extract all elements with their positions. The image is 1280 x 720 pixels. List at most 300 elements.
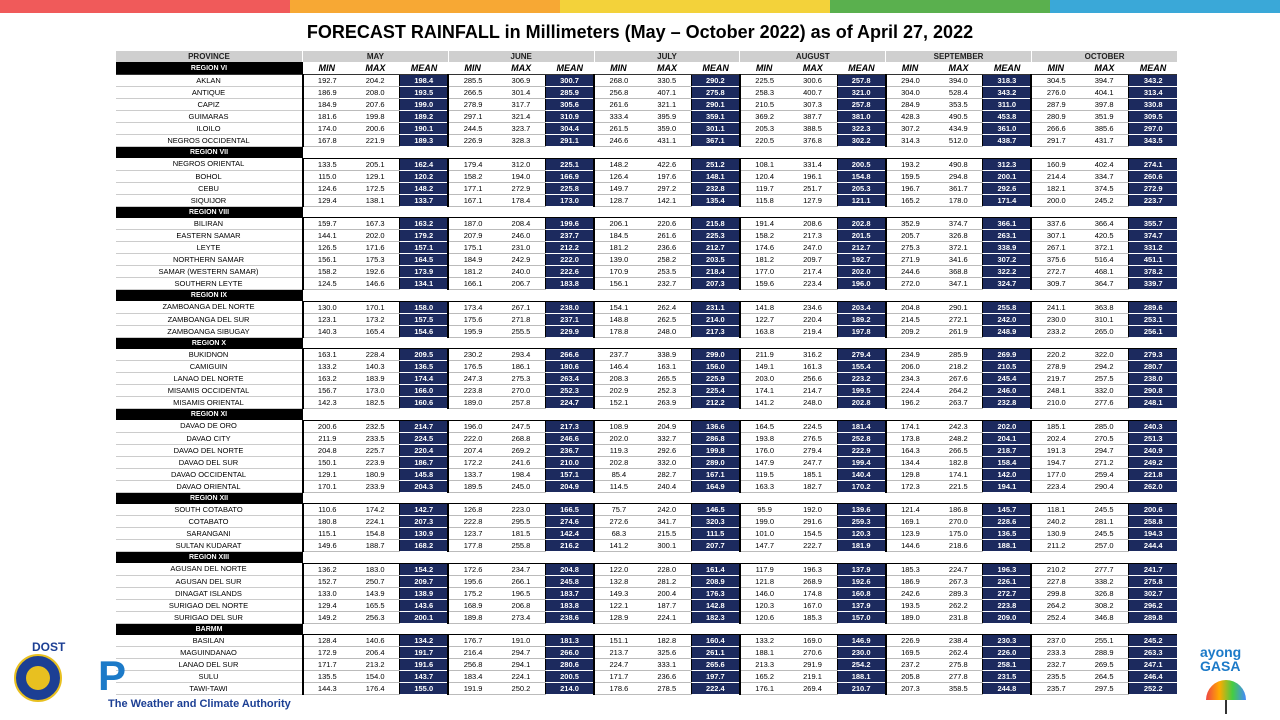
max-value: 217.3 bbox=[788, 230, 837, 242]
mean-value: 210.7 bbox=[837, 683, 886, 695]
min-value: 230.2 bbox=[448, 349, 497, 361]
month-header: SEPTEMBER bbox=[886, 51, 1032, 62]
min-value: 165.2 bbox=[886, 194, 935, 206]
min-value: 195.9 bbox=[448, 325, 497, 337]
min-value: 183.4 bbox=[448, 671, 497, 683]
table-row bbox=[116, 599, 1178, 611]
min-value: 172.3 bbox=[886, 480, 935, 492]
min-value: 165.2 bbox=[740, 671, 789, 683]
table-row bbox=[116, 87, 1178, 99]
max-value: 214.7 bbox=[788, 385, 837, 397]
mean-value: 257.8 bbox=[837, 75, 886, 87]
month-header: AUGUST bbox=[740, 51, 886, 62]
region-label: REGION XIII bbox=[116, 552, 303, 564]
max-value: 169.0 bbox=[788, 635, 837, 647]
mean-value: 324.7 bbox=[983, 278, 1032, 290]
province-name: DAVAO ORIENTAL bbox=[116, 480, 303, 492]
min-value: 428.3 bbox=[886, 111, 935, 123]
min-value: 237.7 bbox=[594, 349, 643, 361]
mean-value: 310.9 bbox=[545, 111, 594, 123]
mean-value: 240.9 bbox=[1129, 444, 1178, 456]
max-value: 199.8 bbox=[351, 111, 400, 123]
mean-value: 134.1 bbox=[400, 278, 449, 290]
mean-value: 145.7 bbox=[983, 504, 1032, 516]
mean-value: 225.1 bbox=[545, 158, 594, 170]
min-value: 121.8 bbox=[740, 575, 789, 587]
mean-value: 297.0 bbox=[1129, 123, 1178, 135]
mean-value: 330.8 bbox=[1129, 99, 1178, 111]
min-value: 180.8 bbox=[303, 516, 352, 528]
mean-value: 453.8 bbox=[983, 111, 1032, 123]
min-value: 158.2 bbox=[448, 170, 497, 182]
mean-value: 214.7 bbox=[400, 420, 449, 432]
max-value: 188.7 bbox=[351, 540, 400, 552]
stat-header: MEAN bbox=[545, 62, 594, 75]
min-value: 219.7 bbox=[1031, 373, 1080, 385]
min-value: 304.5 bbox=[1031, 75, 1080, 87]
min-value: 114.5 bbox=[594, 480, 643, 492]
mean-value: 207.3 bbox=[691, 278, 740, 290]
province-name: CAMIGUIN bbox=[116, 361, 303, 373]
max-value: 321.4 bbox=[497, 111, 546, 123]
table-row bbox=[116, 516, 1178, 528]
mean-value: 200.1 bbox=[983, 170, 1032, 182]
region-row bbox=[116, 623, 1178, 635]
min-value: 174.0 bbox=[303, 123, 352, 135]
max-value: 257.8 bbox=[497, 397, 546, 409]
min-value: 182.1 bbox=[1031, 182, 1080, 194]
min-value: 307.1 bbox=[1031, 230, 1080, 242]
max-value: 143.9 bbox=[351, 587, 400, 599]
max-value: 251.7 bbox=[788, 182, 837, 194]
table-row bbox=[116, 540, 1178, 552]
stat-header: MEAN bbox=[837, 62, 886, 75]
right-logo-line2: GASA bbox=[1200, 658, 1241, 674]
province-name: AKLAN bbox=[116, 75, 303, 87]
table-row bbox=[116, 397, 1178, 409]
mean-value: 157.0 bbox=[837, 611, 886, 623]
max-value: 328.3 bbox=[497, 135, 546, 147]
max-value: 528.4 bbox=[934, 87, 983, 99]
max-value: 376.8 bbox=[788, 135, 837, 147]
province-name: CEBU bbox=[116, 182, 303, 194]
min-value: 202.0 bbox=[594, 432, 643, 444]
min-value: 192.7 bbox=[303, 75, 352, 87]
mean-value: 218.7 bbox=[983, 444, 1032, 456]
table-row bbox=[116, 456, 1178, 468]
min-value: 144.6 bbox=[886, 540, 935, 552]
province-name: DINAGAT ISLANDS bbox=[116, 587, 303, 599]
max-value: 334.7 bbox=[1080, 170, 1129, 182]
max-value: 220.6 bbox=[643, 218, 692, 230]
min-value: 177.0 bbox=[1031, 468, 1080, 480]
max-value: 183.9 bbox=[351, 373, 400, 385]
max-value: 192.0 bbox=[788, 504, 837, 516]
min-value: 149.7 bbox=[594, 182, 643, 194]
province-name: SURIGAO DEL NORTE bbox=[116, 599, 303, 611]
max-value: 261.6 bbox=[643, 230, 692, 242]
table-row bbox=[116, 528, 1178, 540]
table-row bbox=[116, 194, 1178, 206]
table-body bbox=[116, 62, 1178, 695]
min-value: 133.2 bbox=[303, 361, 352, 373]
max-value: 290.1 bbox=[934, 301, 983, 313]
max-value: 330.5 bbox=[643, 75, 692, 87]
mean-value: 130.9 bbox=[400, 528, 449, 540]
min-value: 160.9 bbox=[1031, 158, 1080, 170]
max-value: 200.4 bbox=[643, 587, 692, 599]
mean-value: 190.1 bbox=[400, 123, 449, 135]
max-value: 300.6 bbox=[788, 75, 837, 87]
min-value: 206.0 bbox=[886, 361, 935, 373]
mean-value: 322.2 bbox=[983, 266, 1032, 278]
mean-value: 258.8 bbox=[1129, 516, 1178, 528]
mean-value: 279.4 bbox=[837, 349, 886, 361]
mean-value: 301.1 bbox=[691, 123, 740, 135]
max-value: 394.0 bbox=[934, 75, 983, 87]
max-value: 140.3 bbox=[351, 361, 400, 373]
stat-header: MIN bbox=[886, 62, 935, 75]
mean-value: 255.8 bbox=[983, 301, 1032, 313]
max-value: 297.5 bbox=[1080, 683, 1129, 695]
region-row bbox=[116, 206, 1178, 218]
min-value: 241.1 bbox=[1031, 301, 1080, 313]
mean-value: 212.7 bbox=[691, 242, 740, 254]
max-value: 180.9 bbox=[351, 468, 400, 480]
mean-value: 237.1 bbox=[545, 313, 594, 325]
mean-value: 155.4 bbox=[837, 361, 886, 373]
table-row bbox=[116, 659, 1178, 671]
max-value: 200.6 bbox=[351, 123, 400, 135]
min-value: 196.0 bbox=[448, 420, 497, 432]
stat-header: MIN bbox=[1031, 62, 1080, 75]
color-bar-blue bbox=[1050, 0, 1280, 13]
max-value: 275.3 bbox=[497, 373, 546, 385]
province-name: MISAMIS ORIENTAL bbox=[116, 397, 303, 409]
min-value: 129.4 bbox=[303, 599, 352, 611]
mean-value: 199.6 bbox=[545, 218, 594, 230]
min-value: 115.1 bbox=[303, 528, 352, 540]
max-value: 174.8 bbox=[788, 587, 837, 599]
province-name: DAVAO CITY bbox=[116, 432, 303, 444]
min-value: 214.4 bbox=[1031, 170, 1080, 182]
min-value: 202.8 bbox=[594, 456, 643, 468]
province-name: NEGROS OCCIDENTAL bbox=[116, 135, 303, 147]
max-value: 250.2 bbox=[497, 683, 546, 695]
min-value: 174.1 bbox=[740, 385, 789, 397]
mean-value: 199.8 bbox=[691, 444, 740, 456]
min-value: 163.8 bbox=[740, 325, 789, 337]
max-value: 223.0 bbox=[497, 504, 546, 516]
region-label: REGION VIII bbox=[116, 206, 303, 218]
min-value: 200.6 bbox=[303, 420, 352, 432]
mean-value: 256.1 bbox=[1129, 325, 1178, 337]
min-value: 181.6 bbox=[303, 111, 352, 123]
max-value: 273.4 bbox=[497, 611, 546, 623]
table-row bbox=[116, 325, 1178, 337]
mean-value: 244.8 bbox=[983, 683, 1032, 695]
region-row-fill bbox=[303, 409, 1178, 421]
min-value: 235.5 bbox=[1031, 671, 1080, 683]
max-value: 270.0 bbox=[497, 385, 546, 397]
max-value: 301.4 bbox=[497, 87, 546, 99]
max-value: 297.2 bbox=[643, 182, 692, 194]
mean-value: 246.0 bbox=[983, 385, 1032, 397]
table-row bbox=[116, 182, 1178, 194]
mean-value: 166.9 bbox=[545, 170, 594, 182]
max-value: 238.4 bbox=[934, 635, 983, 647]
min-value: 304.0 bbox=[886, 87, 935, 99]
mean-value: 160.8 bbox=[837, 587, 886, 599]
max-value: 165.4 bbox=[351, 325, 400, 337]
stat-header: MAX bbox=[497, 62, 546, 75]
max-value: 289.3 bbox=[934, 587, 983, 599]
max-value: 291.9 bbox=[788, 659, 837, 671]
mean-value: 199.0 bbox=[400, 99, 449, 111]
max-value: 325.6 bbox=[643, 647, 692, 659]
mean-value: 202.8 bbox=[837, 218, 886, 230]
province-name: COTABATO bbox=[116, 516, 303, 528]
mean-value: 238.0 bbox=[1129, 373, 1178, 385]
max-value: 206.7 bbox=[497, 278, 546, 290]
max-value: 206.4 bbox=[351, 647, 400, 659]
mean-value: 157.1 bbox=[545, 468, 594, 480]
max-value: 175.0 bbox=[934, 528, 983, 540]
mean-value: 263.1 bbox=[983, 230, 1032, 242]
mean-value: 209.0 bbox=[983, 611, 1032, 623]
table-row bbox=[116, 444, 1178, 456]
mean-value: 292.6 bbox=[983, 182, 1032, 194]
min-value: 142.3 bbox=[303, 397, 352, 409]
max-value: 270.5 bbox=[1080, 432, 1129, 444]
mean-value: 290.1 bbox=[691, 99, 740, 111]
province-name: ILOILO bbox=[116, 123, 303, 135]
max-value: 271.8 bbox=[497, 313, 546, 325]
mean-value: 204.3 bbox=[400, 480, 449, 492]
max-value: 516.4 bbox=[1080, 254, 1129, 266]
province-name: BASILAN bbox=[116, 635, 303, 647]
max-value: 294.1 bbox=[497, 659, 546, 671]
mean-value: 148.2 bbox=[400, 182, 449, 194]
max-value: 233.5 bbox=[351, 432, 400, 444]
mean-value: 230.3 bbox=[983, 635, 1032, 647]
agency-tagline: The Weather and Climate Authority bbox=[108, 698, 291, 710]
mean-value: 338.9 bbox=[983, 242, 1032, 254]
max-value: 232.5 bbox=[351, 420, 400, 432]
min-value: 186.9 bbox=[886, 575, 935, 587]
max-value: 431.1 bbox=[643, 135, 692, 147]
max-value: 202.0 bbox=[351, 230, 400, 242]
mean-value: 222.0 bbox=[545, 254, 594, 266]
max-value: 219.4 bbox=[788, 325, 837, 337]
min-value: 333.4 bbox=[594, 111, 643, 123]
mean-value: 188.1 bbox=[983, 540, 1032, 552]
mean-value: 269.9 bbox=[983, 349, 1032, 361]
max-value: 197.6 bbox=[643, 170, 692, 182]
table-row bbox=[116, 587, 1178, 599]
min-value: 188.1 bbox=[740, 647, 789, 659]
table-row bbox=[116, 135, 1178, 147]
mean-value: 263.4 bbox=[545, 373, 594, 385]
max-value: 219.1 bbox=[788, 671, 837, 683]
max-value: 224.1 bbox=[497, 671, 546, 683]
max-value: 255.1 bbox=[1080, 635, 1129, 647]
min-value: 226.9 bbox=[448, 135, 497, 147]
min-value: 202.9 bbox=[594, 385, 643, 397]
max-value: 341.6 bbox=[934, 254, 983, 266]
min-value: 294.0 bbox=[886, 75, 935, 87]
mean-value: 224.7 bbox=[545, 397, 594, 409]
min-value: 207.3 bbox=[886, 683, 935, 695]
min-value: 136.2 bbox=[303, 563, 352, 575]
province-name: ZAMBOANGA DEL NORTE bbox=[116, 301, 303, 313]
min-value: 200.0 bbox=[1031, 194, 1080, 206]
max-value: 332.0 bbox=[643, 456, 692, 468]
month-header: MAY bbox=[303, 51, 449, 62]
max-value: 256.3 bbox=[351, 611, 400, 623]
min-value: 164.5 bbox=[740, 420, 789, 432]
max-value: 224.7 bbox=[934, 563, 983, 575]
min-value: 237.0 bbox=[1031, 635, 1080, 647]
max-value: 182.5 bbox=[351, 397, 400, 409]
mean-value: 216.2 bbox=[545, 540, 594, 552]
max-value: 154.8 bbox=[351, 528, 400, 540]
min-value: 208.3 bbox=[594, 373, 643, 385]
mean-value: 203.5 bbox=[691, 254, 740, 266]
max-value: 333.1 bbox=[643, 659, 692, 671]
mean-value: 244.4 bbox=[1129, 540, 1178, 552]
min-value: 209.2 bbox=[886, 325, 935, 337]
max-value: 281.2 bbox=[643, 575, 692, 587]
province-name: EASTERN SAMAR bbox=[116, 230, 303, 242]
mean-value: 296.2 bbox=[1129, 599, 1178, 611]
mean-value: 204.1 bbox=[983, 432, 1032, 444]
max-value: 353.5 bbox=[934, 99, 983, 111]
min-value: 120.3 bbox=[740, 599, 789, 611]
mean-value: 210.5 bbox=[983, 361, 1032, 373]
max-value: 270.6 bbox=[788, 647, 837, 659]
max-value: 407.1 bbox=[643, 87, 692, 99]
max-value: 261.9 bbox=[934, 325, 983, 337]
mean-value: 166.0 bbox=[400, 385, 449, 397]
mean-value: 366.1 bbox=[983, 218, 1032, 230]
mean-value: 313.4 bbox=[1129, 87, 1178, 99]
min-value: 146.0 bbox=[740, 587, 789, 599]
min-value: 291.7 bbox=[1031, 135, 1080, 147]
max-value: 317.7 bbox=[497, 99, 546, 111]
max-value: 262.5 bbox=[643, 313, 692, 325]
mean-value: 238.6 bbox=[545, 611, 594, 623]
max-value: 213.2 bbox=[351, 659, 400, 671]
min-value: 224.7 bbox=[594, 659, 643, 671]
mean-value: 322.3 bbox=[837, 123, 886, 135]
mean-value: 248.9 bbox=[983, 325, 1032, 337]
min-value: 168.9 bbox=[448, 599, 497, 611]
mean-value: 160.6 bbox=[400, 397, 449, 409]
province-name: LEYTE bbox=[116, 242, 303, 254]
mean-value: 320.3 bbox=[691, 516, 740, 528]
min-value: 261.5 bbox=[594, 123, 643, 135]
mean-value: 207.7 bbox=[691, 540, 740, 552]
max-value: 263.7 bbox=[934, 397, 983, 409]
mean-value: 198.4 bbox=[400, 75, 449, 87]
mean-value: 259.3 bbox=[837, 516, 886, 528]
min-value: 174.1 bbox=[886, 420, 935, 432]
max-value: 252.3 bbox=[643, 385, 692, 397]
province-name: SIQUIJOR bbox=[116, 194, 303, 206]
min-value: 129.4 bbox=[303, 194, 352, 206]
min-value: 120.4 bbox=[740, 170, 789, 182]
min-value: 211.9 bbox=[740, 349, 789, 361]
max-value: 346.8 bbox=[1080, 611, 1129, 623]
province-name: AGUSAN DEL SUR bbox=[116, 575, 303, 587]
min-value: 211.9 bbox=[303, 432, 352, 444]
max-value: 182.8 bbox=[934, 456, 983, 468]
mean-value: 252.3 bbox=[545, 385, 594, 397]
min-value: 213.7 bbox=[594, 647, 643, 659]
mean-value: 220.4 bbox=[400, 444, 449, 456]
mean-value: 207.3 bbox=[400, 516, 449, 528]
max-value: 278.5 bbox=[643, 683, 692, 695]
min-value: 352.9 bbox=[886, 218, 935, 230]
region-label: REGION VII bbox=[116, 147, 303, 159]
mean-value: 183.7 bbox=[545, 587, 594, 599]
max-value: 165.5 bbox=[351, 599, 400, 611]
max-value: 236.6 bbox=[643, 242, 692, 254]
min-value: 210.2 bbox=[1031, 563, 1080, 575]
min-value: 68.3 bbox=[594, 528, 643, 540]
mean-value: 146.9 bbox=[837, 635, 886, 647]
max-value: 240.0 bbox=[497, 266, 546, 278]
min-value: 144.1 bbox=[303, 230, 352, 242]
min-value: 240.2 bbox=[1031, 516, 1080, 528]
region-row-fill bbox=[303, 337, 1178, 349]
stat-header: MEAN bbox=[691, 62, 740, 75]
mean-value: 154.8 bbox=[837, 170, 886, 182]
max-value: 269.2 bbox=[497, 444, 546, 456]
table-row bbox=[116, 75, 1178, 87]
mean-value: 161.4 bbox=[691, 563, 740, 575]
color-bar-yellow bbox=[560, 0, 830, 13]
min-value: 101.0 bbox=[740, 528, 789, 540]
mean-value: 222.9 bbox=[837, 444, 886, 456]
min-value: 204.8 bbox=[886, 301, 935, 313]
mean-value: 200.1 bbox=[400, 611, 449, 623]
max-value: 223.4 bbox=[788, 278, 837, 290]
min-value: 267.1 bbox=[1031, 242, 1080, 254]
mean-value: 143.6 bbox=[400, 599, 449, 611]
min-value: 193.8 bbox=[740, 432, 789, 444]
mean-value: 302.7 bbox=[1129, 587, 1178, 599]
mean-value: 302.2 bbox=[837, 135, 886, 147]
min-value: 297.1 bbox=[448, 111, 497, 123]
mean-value: 237.7 bbox=[545, 230, 594, 242]
mean-value: 186.7 bbox=[400, 456, 449, 468]
province-name: LANAO DEL SUR bbox=[116, 659, 303, 671]
min-value: 166.1 bbox=[448, 278, 497, 290]
min-value: 248.1 bbox=[1031, 385, 1080, 397]
max-value: 266.1 bbox=[497, 575, 546, 587]
mean-value: 183.8 bbox=[545, 278, 594, 290]
max-value: 196.1 bbox=[788, 170, 837, 182]
mean-value: 210.0 bbox=[545, 456, 594, 468]
mean-value: 258.1 bbox=[983, 659, 1032, 671]
max-value: 358.5 bbox=[934, 683, 983, 695]
umbrella-handle-icon bbox=[1225, 700, 1227, 714]
month-header: JUNE bbox=[448, 51, 594, 62]
max-value: 138.1 bbox=[351, 194, 400, 206]
max-value: 434.9 bbox=[934, 123, 983, 135]
